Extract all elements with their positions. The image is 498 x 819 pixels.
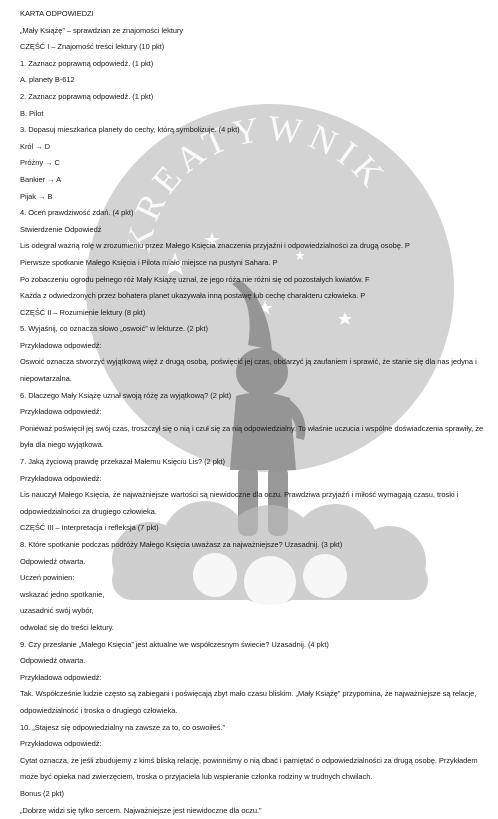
question: 6. Dlaczego Mały Książę uznał swoją różę za wyjątkową? (2 pkt) [20,388,486,405]
answer-label: Przykładowa odpowiedź: [20,471,486,488]
question: 7. Jaką życiową prawdę przekazał Małemu Księciu Lis? (2 pkt) [20,454,486,471]
statement-row: Lis odegrał ważną rolę w zrozumieniu przez Małego Księcia znaczenia przyjaźni i odpowiedzialności za drugą osobę. P [20,238,486,255]
question: 4. Oceń prawdziwość zdań. (4 pkt) [20,205,486,222]
criteria-item: uzasadnić swój wybór, [20,603,486,620]
match-answer: Pijak → B [20,189,486,206]
watermark-text: KREATYWNIK [118,108,396,256]
answer-label: Odpowiedź otwarta. [20,554,486,571]
answer-label: Przykładowa odpowiedź: [20,670,486,687]
question: 10. „Stajesz się odpowiedzialny na zawsze za to, co oswoiłeś.” [20,720,486,737]
answer: A. planety B-612 [20,72,486,89]
bonus-heading: Bonus (2 pkt) [20,786,486,803]
sheet-title: KARTA ODPOWIEDZI [20,6,486,23]
sheet-subtitle: „Mały Książę” – sprawdzian ze znajomości lektury [20,23,486,40]
answer-label: Odpowiedź otwarta. [20,653,486,670]
answer-label: Przykładowa odpowiedź: [20,404,486,421]
answer-label: Uczeń powinien: [20,570,486,587]
statement-row: Po zobaczeniu ogrodu pełnego róż Mały Książę uznał, że jego róża nie różni się od pozostałych kwiatów. F [20,272,486,289]
question: 1. Zaznacz poprawną odpowiedź. (1 pkt) [20,56,486,73]
question: 5. Wyjaśnij, co oznacza słowo „oswoić” w lekturze. (2 pkt) [20,321,486,338]
criteria-item: wskazać jedno spotkanie, [20,587,486,604]
answer-paragraph: Oswoić oznacza stworzyć wyjątkową więź z drugą osobą, poświęcić jej czas, obdarzyć ją zaufaniem i sprawić, że stanie się dla nas jedyna i niepowtarzalna. [20,354,486,387]
statement-row: Pierwsze spotkanie Małego Księcia i Pilota miało miejsce na pustyni Sahara. P [20,255,486,272]
table-header: Stwierdzenie Odpowiedź [20,222,486,239]
section-heading: CZĘŚĆ III – Interpretacja i refleksja (7 pkt) [20,520,486,537]
answer-paragraph: Cytat oznacza, że jeśli zbudujemy z kimś bliską relację, powinniśmy o nią dbać i pamiętać o odpowiedzialności za drugą osobę. Przykładem może być opieka nad zwierzęciem, troska o przyjaciela lub wspieranie członka rodziny w trudnych chwilach. [20,753,486,786]
answer-paragraph: Ponieważ poświęcił jej swój czas, troszczył się o nią i czuł się za nią odpowiedzialny. To właśnie uczucia i wspólne doświadczenia sprawiły, że była dla niego wyjątkowa. [20,421,486,454]
question: 8. Które spotkanie podczas podróży Małego Księcia uważasz za najważniejsze? Uzasadnij. (3 pkt) [20,537,486,554]
answer-label: Przykładowa odpowiedź: [20,338,486,355]
statement-row: Każda z odwiedzonych przez bohatera planet ukazywała inną postawę lub cechę charakteru człowieka. P [20,288,486,305]
question: 3. Dopasuj mieszkańca planety do cechy, którą symbolizuje. (4 pkt) [20,122,486,139]
question: 2. Zaznacz poprawną odpowiedź. (1 pkt) [20,89,486,106]
answer-paragraph: Tak. Współcześnie ludzie często są zabiegani i poświęcają zbyt mało czasu bliskim. „Mały Książę” przypomina, że najważniejsze są relacje, odpowiedzialność i troska o drugiego człowieka. [20,686,486,719]
match-answer: Bankier → A [20,172,486,189]
answer-label: Przykładowa odpowiedź: [20,736,486,753]
match-answer: Próżny → C [20,155,486,172]
question: 9. Czy przesłanie „Małego Księcia” jest aktualne we współczesnym świecie? Uzasadnij. (4 pkt) [20,637,486,654]
match-answer: Król → D [20,139,486,156]
answer: B. Pilot [20,106,486,123]
section-heading: CZĘŚĆ II – Rozumienie lektury (8 pkt) [20,305,486,322]
section-heading: CZĘŚĆ I – Znajomość treści lektury (10 pkt) [20,39,486,56]
criteria-item: odwołać się do treści lektury. [20,620,486,637]
bonus-quote: „Dobrze widzi się tylko sercem. Najważniejsze jest niewidoczne dla oczu.” [20,803,486,819]
answer-paragraph: Lis nauczył Małego Księcia, że najważniejsze wartości są niewidoczne dla oczu. Prawdziwa przyjaźń i miłość wymagają czasu, troski i odpowiedzialności za drugiego człowieka. [20,487,486,520]
